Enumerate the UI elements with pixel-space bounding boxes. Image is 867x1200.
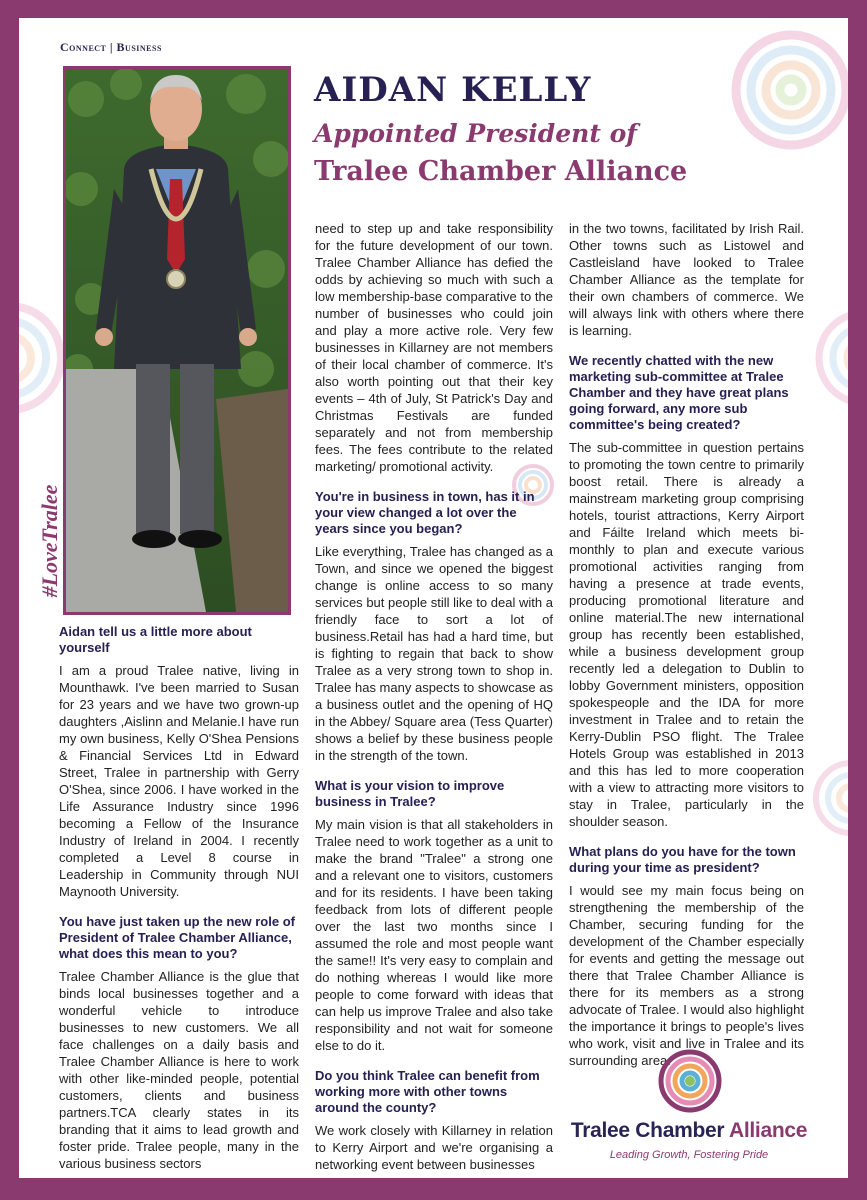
answer-paragraph: need to step up and take responsibility for the future development of our town. Tralee Chamber Alliance has defied the odds by achieving so much with such a low membership-base comparative to the number of businesses who could join and play a more active role. Very few businesses in Killarney are not members of their local chamber of commerce. It's also worth pointing out that their key events – 4th of July, St Patrick's Day and Christmas Festivals are funded separately and not from membership fees. The fees contribute to the related marketing/ promotional activity. (315, 221, 553, 474)
question-heading: What is your vision to improve business in Tralee? (315, 778, 505, 809)
question-heading: Aidan tell us a little more about yourself (59, 624, 252, 655)
headline-subtitle: Appointed President of (314, 119, 638, 148)
section-label: Connect | Business (60, 40, 162, 54)
article-column-2 (315, 220, 553, 1178)
question-heading: Do you think Tralee can benefit from working more with other towns around the county? (315, 1068, 540, 1115)
answer-paragraph: I am a proud Tralee native, living in Mounthawk. I've been married to Susan for 23 years and we have two grown-up daughters ,Aislinn and Melanie.I have run my own business, Kelly O'Shea Pensions & Financial Services Ltd in Edward Street, Tralee in partnership with Gerry O'Shea, since 2006. I have worked in the Life Assurance Industry since 1996 becoming a Fellow of the Insurance Industry of Ireland in 2004. I recently completed a Level 8 course in Leadership in Community through NUI Maynooth University. (59, 663, 299, 899)
hashtag-text: #LoveTralee (37, 484, 62, 598)
question-heading: You're in business in town, has it in your view changed a lot over the years since you began? (315, 489, 535, 536)
answer-paragraph: I would see my main focus being on strengthening the membership of the Chamber, securing funding for the development of the Chamber especially for events and getting the message out there that Tralee Chamber Alliance is there for its members as a strong advocate of Tralee. I would also highlight the importance it brings to people's lives who work, visit and live in Tralee and its surrounding area. (569, 883, 804, 1068)
tralee-chamber-alliance-logo (569, 1048, 809, 1163)
swirl-decoration-left (19, 293, 69, 423)
article-column-3 (569, 220, 804, 1083)
headline-block (314, 70, 834, 190)
logo-wordmark (569, 1119, 809, 1143)
answer-paragraph: We work closely with Killarney in relation to Kerry Airport and we're organising a networking event between businesses (315, 1123, 553, 1172)
answer-paragraph: My main vision is that all stakeholders in Tralee need to work together as a unit to make the brand "Tralee" a strong one and a relevant one to visitors, customers and for its residents. I have been taking feedback from lots of different people over the last two months since I assumed the role and most people want the same!! It's very easy to complain and do nothing whereas I would like more people to come forward with ideas that can help us improve Tralee and also take responsibility and not wait for someone else to do it. (315, 817, 553, 1053)
swirl-decoration-right-1 (809, 303, 848, 413)
logo-tagline: Leading Growth, Fostering Pride (609, 1149, 769, 1161)
question-heading: You have just taken up the new role of President of Tralee Chamber Alliance, what does this mean to you? (59, 914, 295, 961)
logo-wordmark-part1: Tralee Chamber (570, 1119, 729, 1142)
hashtag-sidebar (33, 470, 67, 620)
question-heading: What plans do you have for the town during your time as president? (569, 844, 796, 875)
answer-paragraph: Like everything, Tralee has changed as a Town, and since we opened the biggest change is online access to so many services but people still like to deal with a friendly face to sort a lot of business.Retail has had a hard time, but is fighting to regain that back to show Tralee as a very strong town to shop in. Tralee has many aspects to showcase as a business outlet and the opening of HQ in the Abbey/ Square area (Tess Quarter) shows a belief by these business people in the strength of the town. (315, 544, 553, 763)
question-heading: We recently chatted with the new marketing sub-committee at Tralee Chamber and they have great plans going forward, any more sub committee's being created? (569, 353, 789, 432)
portrait-photo (63, 66, 291, 615)
logo-wordmark-part2: Alliance (729, 1119, 808, 1142)
answer-paragraph: in the two towns, facilitated by Irish Rail. Other towns such as Listowel and Castleisland have looked to Tralee Chamber Alliance as the template for their own chambers of commerce. We will always link with others where there is learning. (569, 221, 804, 338)
logo-swirl-icon (657, 1048, 723, 1114)
headline-name: AIDAN KELLY (314, 70, 592, 110)
answer-paragraph: The sub-committee in question pertains to promoting the town centre to primarily boost retail. There is already a mainstream marketing group comprising hotels, tourist attractions, Kerry Airport and Fáilte Ireland which meets bi-monthly to plan and execute various promotional activities ranging from having a presence at trade events, producing promotional literature and online material.The new international group has recently been established, while a business development group recently led a delegation to Dublin to lobby Government ministers, opposition spokespeople and the IDA for more investment in Tralee and to retain the Kerry-Dublin PSO flight. The Tralee Hotels Group was established in 2013 and this has led to more cooperation with a view to attracting more visitors to stay in Tralee, particularly in the shoulder season. (569, 440, 804, 829)
magazine-page (19, 18, 848, 1178)
swirl-decoration-right-2 (809, 756, 848, 841)
article-column-1 (59, 624, 299, 1178)
answer-paragraph: Tralee Chamber Alliance is the glue that binds local businesses together and a wonderful vehicle to introduce businesses to new customers. We all face challenges on a daily basis and Tralee Chamber Alliance is here to work with other like-minded people, potential customers, clients and business partners.TCA clearly states in its branding that it aims to lead growth and foster pride. Tralee people, many in the various business sectors (59, 969, 299, 1171)
headline-organisation: Tralee Chamber Alliance (314, 156, 688, 187)
